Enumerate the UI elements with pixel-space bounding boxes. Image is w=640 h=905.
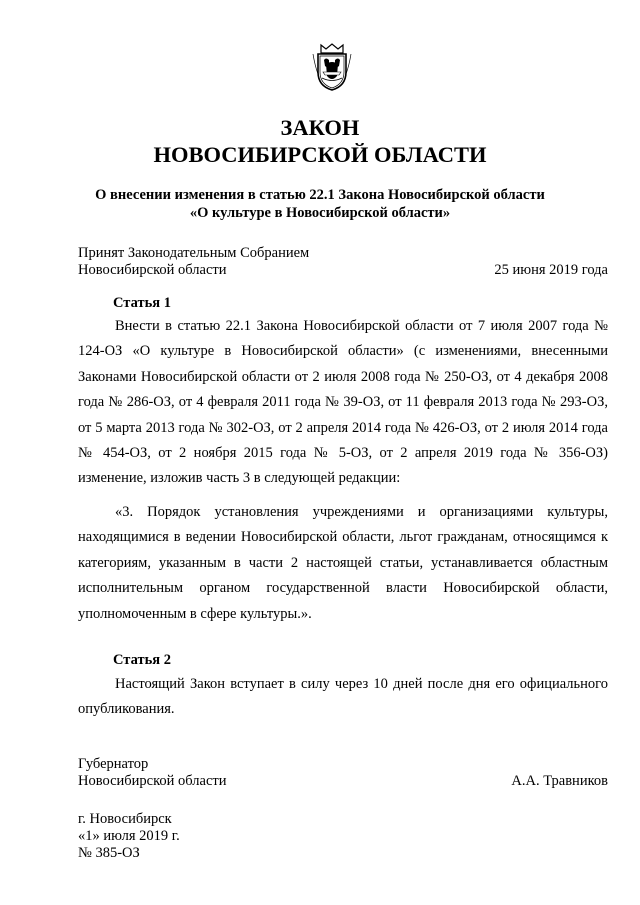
signature-position-line1: Губернатор: [78, 756, 149, 772]
article-2-heading: Статья 2: [113, 652, 171, 668]
law-title-line1: ЗАКОН: [280, 115, 360, 140]
adoption-body-line1: Принят Законодательным Собранием: [78, 245, 310, 261]
article-1-heading: Статья 1: [113, 295, 171, 311]
law-subtitle-line2: «О культуре в Новосибирской области»: [189, 205, 451, 221]
article-2-paragraph-1: Настоящий Закон вступает в силу через 10 дней после дня его официального опубликования.: [78, 676, 608, 718]
footer-law-number: № 385-ОЗ: [78, 845, 140, 861]
law-subtitle-line1: О внесении изменения в статью 22.1 Закона Новосибирской области: [95, 187, 545, 203]
signature-position-line2: Новосибирской области: [78, 773, 227, 789]
article-1-paragraph-1: Внести в статью 22.1 Закона Новосибирской области от 7 июля 2007 года № 124-ОЗ «О культуре в Новосибирской области» (с изменениями, внесенными Законами Новосибирской области от 2 июля 2008 года № 250-ОЗ, от 4 декабря 2008 года № 286-ОЗ, от 4 февраля 2011 года № 39-ОЗ, от 11 февраля 2013 года № 293-ОЗ, от 5 марта 2013 года № 302-ОЗ, от 2 апреля 2014 года № 426-ОЗ, от 2 июля 2014 года № 454-ОЗ, от 2 ноября 2015 года № 5-ОЗ, от 2 апреля 2019 года № 356-ОЗ) изменение, изложив часть 3 в следующей редакции:: [78, 318, 608, 487]
law-title-line2: НОВОСИБИРСКОЙ ОБЛАСТИ: [153, 142, 487, 167]
coat-of-arms-icon: [312, 42, 352, 92]
footer-city: г. Новосибирск: [78, 811, 172, 827]
article-1-paragraph-2: «3. Порядок установления учреждениями и организациями культуры, находящимися в ведении Новосибирской области, льгот гражданам, относящимся к категориям, указанным в части 2 настоящей статьи, устанавливается областным исполнительным органом государственной власти Новосибирской области, уполномоченным в сфере культуры.».: [78, 504, 608, 622]
adoption-date: 25 июня 2019 года: [494, 262, 608, 278]
signature-name: А.А. Травников: [511, 773, 608, 789]
adoption-body-line2: Новосибирской области: [78, 262, 227, 278]
footer-date: «1» июля 2019 г.: [78, 828, 180, 844]
